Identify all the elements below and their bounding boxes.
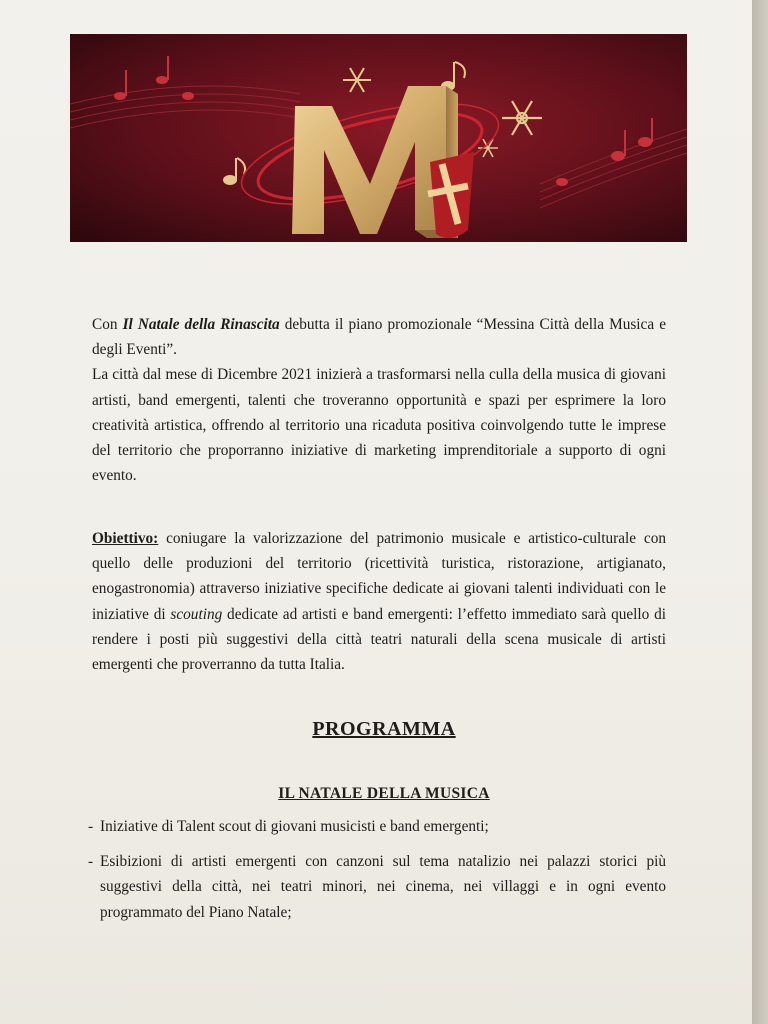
intro-paragraph bbox=[92, 312, 666, 488]
list-item-text: Iniziative di Talent scout di giovani musicisti e band emergenti; bbox=[100, 818, 489, 835]
banner-graphic bbox=[70, 34, 687, 242]
list-dash: - bbox=[88, 853, 94, 871]
list-item bbox=[88, 849, 666, 925]
program-list bbox=[88, 814, 666, 925]
objective-paragraph bbox=[92, 526, 666, 677]
objective-text-1: coniugare la valorizzazione del patrimonio musicale e artistico-culturale con quello delle produzioni del territorio (ricettività turistica, ristorazione, artigianato, enogastronomia) attraverso iniziative specifiche dedicate ai giovani talenti individuati con le iniziative di bbox=[92, 530, 666, 623]
intro-line1: debutta il piano promozionale “Messina Città della Musica e degli Eventi”. bbox=[92, 316, 666, 359]
list-item bbox=[88, 814, 666, 839]
objective-scouting: scouting bbox=[170, 605, 223, 623]
list-item-text: Esibizioni di artisti emergenti con canzoni sul tema natalizio nei palazzi storici più suggestivi della città, nei teatri minori, nei cinema, nei villaggi e in ogni evento programmato del Piano Natale; bbox=[100, 853, 666, 921]
intro-paragraph-2: La città dal mese di Dicembre 2021 inizierà a trasformarsi nella culla della musica di giovani artisti, band emergenti, talenti che troveranno opportunità e spazi per esprimere la loro creatività artistica, offrendo al territorio una ricaduta positiva coinvolgendo tutte le imprese del territorio che proporranno iniziative di marketing imprenditoriale a supporto di ogni evento. bbox=[92, 366, 666, 485]
program-subtitle: IL NATALE DELLA MUSICA bbox=[278, 785, 490, 802]
program-title: PROGRAMMA bbox=[312, 718, 456, 740]
objective-label: Obiettivo: bbox=[92, 530, 159, 547]
objective-text-2: dedicate ad artisti e band emergenti: l’effetto immediato sarà quello di rendere i posti più suggestivi della città teatri naturali della scena musicale di artisti emergenti che proverranno da tutta Italia. bbox=[92, 605, 667, 674]
header-banner bbox=[70, 34, 687, 242]
intro-con: Con bbox=[92, 316, 118, 333]
page-edge bbox=[752, 0, 768, 1024]
list-dash: - bbox=[88, 818, 94, 835]
event-name: Il Natale della Rinascita bbox=[122, 316, 280, 333]
